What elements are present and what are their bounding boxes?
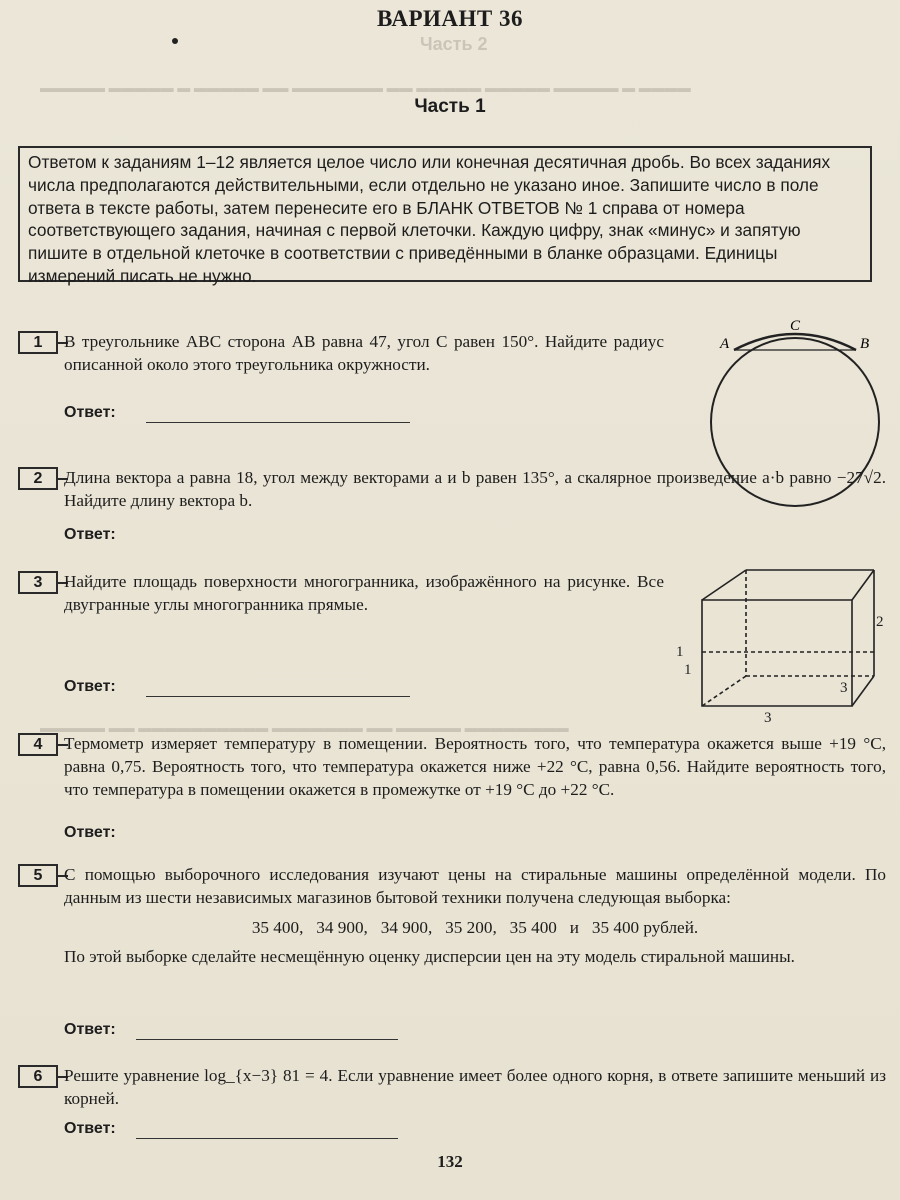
answer-line[interactable] xyxy=(136,1039,398,1040)
task-text: Решите уравнение log_{x−3} 81 = 4. Если уравнение имеет более одного корня, в ответе запишите меньший из корней. xyxy=(64,1066,886,1108)
task-text: С помощью выборочного исследования изучают цены на стиральные машины определённой модели. По данным из шести независимых магазинов бытовой техники получена следующая выборка: xyxy=(64,865,886,907)
dim-1: 1 xyxy=(676,644,684,660)
task-4 xyxy=(18,732,888,847)
instructions-text: Ответом к заданиям 1–12 является целое число или конечная десятичная дробь. Во всех заданиях числа предполагаются действительными, если отдельно не указано иное. Запишите число в поле ответа в тексте работы, затем перенесите его в БЛАНК ОТВЕТОВ № 1 справа от номера соответствующего задания, начиная с первой клеточки. Каждую цифру, знак «минус» и запятую пишите в отдельной клеточке в соответствии с приведёнными в бланке образцами. Единицы измерений писать не нужно. xyxy=(28,152,831,286)
task-1-text xyxy=(64,330,664,376)
top-edge-left xyxy=(702,570,746,600)
task-number: 6 xyxy=(18,1065,58,1088)
task-text: Термометр измеряет температуру в помещении. Вероятность того, что температура окажется выше +19 °C, равна 0,75. Вероятность того, что температура окажется ниже +22 °C, равна 0,56. Найдите вероятность того, что температура в помещении окажется в промежутке от +19 °C до +22 °C. xyxy=(64,734,886,799)
task-5-text xyxy=(64,863,886,968)
dim-1b: 1 xyxy=(684,662,692,678)
task-3-text xyxy=(64,570,664,616)
label-b: B xyxy=(860,336,870,352)
answer-label: Ответ: xyxy=(64,1120,116,1137)
task-2 xyxy=(18,466,888,556)
task-2-text xyxy=(64,466,886,512)
task-text: Найдите площадь поверхности многогранника, изображённого на рисунке. Все двугранные углы многогранника прямые. xyxy=(64,572,664,614)
answer-label: Ответ: xyxy=(64,1021,116,1038)
dim-3-bottom: 3 xyxy=(764,710,772,726)
answer-label: Ответ: xyxy=(64,824,116,841)
instructions-box xyxy=(18,146,872,286)
ink-dot xyxy=(172,38,178,44)
task-6-text xyxy=(64,1064,886,1110)
front-face xyxy=(702,600,852,706)
label-c: C xyxy=(790,318,801,334)
show-through-line: ▬▬▬▬▬ ▬▬▬▬▬ ▬ ▬▬▬▬▬ ▬▬ ▬▬▬▬▬▬▬ ▬▬ ▬▬▬▬▬ ▬▬▬▬▬ ▬▬▬▬▬ ▬ ▬▬▬▬ xyxy=(40,80,691,95)
task-number: 2 xyxy=(18,467,58,490)
page-number: 132 xyxy=(437,1152,463,1171)
bottom-right-edge xyxy=(852,676,874,706)
dim-2: 2 xyxy=(876,614,884,630)
task-6 xyxy=(18,1064,888,1144)
task-number: 5 xyxy=(18,864,58,887)
task-text: В треугольнике ABC сторона AB равна 47, угол C равен 150°. Найдите радиус описанной около этого треугольника окружности. xyxy=(64,332,664,374)
top-edge-right xyxy=(852,570,874,600)
answer-line[interactable] xyxy=(136,1138,398,1139)
task-number: 4 xyxy=(18,733,58,756)
answer-line[interactable] xyxy=(146,696,410,697)
task-4-text xyxy=(64,732,886,801)
task-number: 1 xyxy=(18,331,58,354)
answer-label: Ответ: xyxy=(64,526,116,543)
task-text: Длина вектора a равна 18, угол между векторами a и b равен 135°, а скалярное произведение a·b равно −27√2. Найдите длину вектора b. xyxy=(64,468,886,510)
task-5 xyxy=(18,863,888,1053)
show-through-line: ▬▬▬▬▬ ▬▬ ▬▬▬▬▬▬▬▬▬▬ ▬▬▬▬▬▬▬ ▬▬ ▬▬▬▬▬ ▬▬▬▬▬▬▬▬ xyxy=(40,720,569,735)
variant-title: ВАРИАНТ 36 xyxy=(376,6,524,31)
polyhedron-figure xyxy=(662,556,890,728)
task-number: 3 xyxy=(18,571,58,594)
task-text-continued: По этой выборке сделайте несмещённую оценку дисперсии цен на эту модель стиральной машины. xyxy=(64,947,795,966)
answer-line[interactable] xyxy=(146,422,410,423)
answer-label: Ответ: xyxy=(64,678,116,695)
part-title: Часть 1 xyxy=(414,96,486,117)
label-a: A xyxy=(720,336,730,352)
hidden-diag-edge xyxy=(702,676,746,706)
chord-arc xyxy=(734,334,856,350)
price-sample: 35 400, 34 900, 34 900, 35 200, 35 400 и 35 400 рублей. xyxy=(251,918,699,937)
answer-label: Ответ: xyxy=(64,404,116,421)
show-through-heading: Часть 2 xyxy=(420,34,488,54)
dim-3-right: 3 xyxy=(840,680,848,696)
